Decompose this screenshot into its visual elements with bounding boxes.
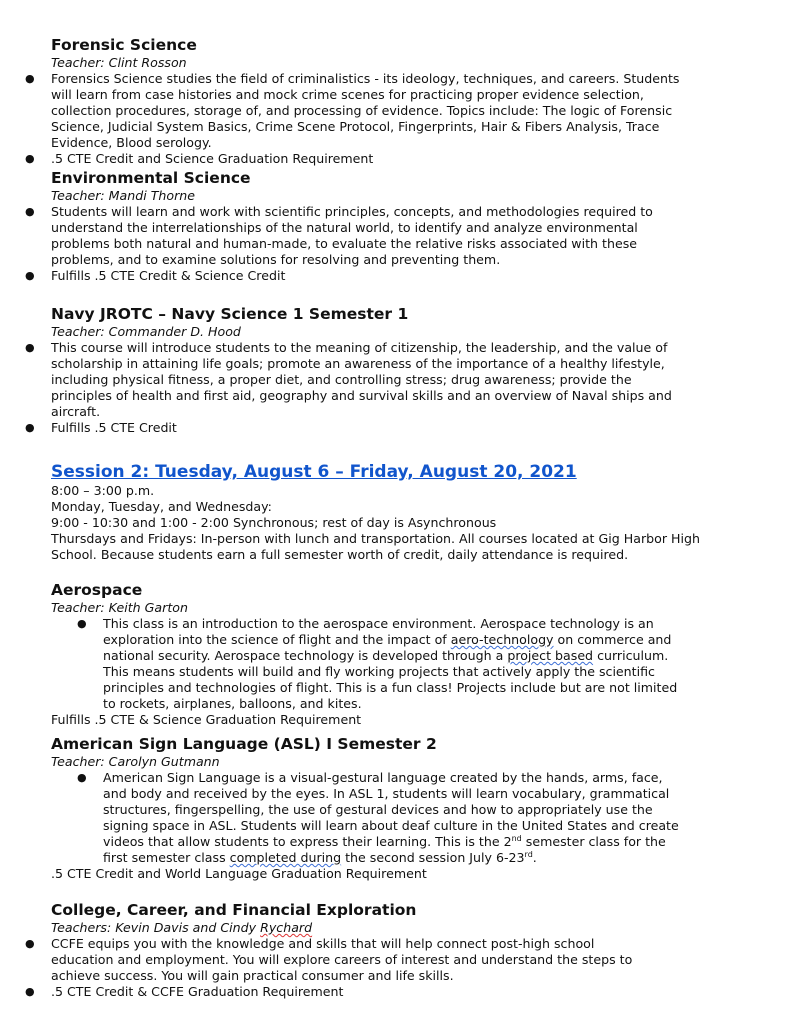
bullet-icon: ● (25, 421, 35, 434)
grammar-flag: completed during (229, 850, 342, 865)
course-title: Navy JROTC – Navy Science 1 Semester 1 (51, 305, 409, 323)
list-item (0, 71, 760, 151)
course-navy-jrotc (0, 304, 760, 436)
course-title: Aerospace (51, 581, 143, 599)
course-title: College, Career, and Financial Exploration (51, 901, 417, 919)
list-item (0, 268, 760, 284)
course-teacher: Teacher: Mandi Thorne (51, 188, 196, 203)
list-item (0, 151, 760, 167)
session-2-section (0, 461, 760, 563)
list-item (0, 936, 760, 984)
bullet-icon: ● (25, 152, 35, 165)
bullet-icon: ● (25, 205, 35, 218)
course-teacher: Teacher: Keith Garton (51, 600, 188, 615)
course-description: Students will learn and work with scientific principles, concepts, and methodologies required to understand the interrelationships of the natural world, to identify and analyze environmental problems both natural and human-made, to evaluate the relative risks associated with these problems, and to examine solutions for resolving and preventing them. (51, 204, 653, 267)
course-credit: .5 CTE Credit and Science Graduation Requirement (51, 151, 374, 166)
course-credit: .5 CTE Credit & CCFE Graduation Requirement (51, 984, 344, 999)
course-title: Environmental Science (51, 169, 251, 187)
session-hours: 8:00 – 3:00 p.m. (51, 483, 155, 498)
course-credit: Fulfills .5 CTE & Science Graduation Requirement (51, 712, 362, 727)
course-forensic-science (0, 35, 760, 167)
bullet-icon: ● (25, 341, 35, 354)
course-title: American Sign Language (ASL) I Semester 2 (51, 735, 437, 753)
list-item (0, 616, 760, 712)
bullet-icon: ● (25, 985, 35, 998)
session-schedule: 9:00 - 10:30 and 1:00 - 2:00 Synchronous; rest of day is Asynchronous (51, 515, 497, 530)
course-description: CCFE equips you with the knowledge and skills that will help connect post-high school education and employment. You will explore careers of interest and understand the steps to achieve success. You will gain practical consumer and life skills. (51, 936, 633, 983)
grammar-flag: aero-technology (450, 632, 554, 647)
course-description: This course will introduce students to the meaning of citizenship, the leadership, and the value of scholarship in attaining life goals; promote an awareness of the importance of a healthy lifestyle, including physical fitness, a proper diet, and controlling stress; drug awareness; provide the principles of health and first aid, geography and survival skills and an overview of Naval ships and aircraft. (51, 340, 672, 419)
course-credit: Fulfills .5 CTE Credit & Science Credit (51, 268, 286, 283)
list-item (0, 770, 760, 866)
course-teacher: Teacher: Commander D. Hood (51, 324, 241, 339)
grammar-flag: project based (507, 648, 594, 663)
bullet-icon: ● (25, 72, 35, 85)
course-title: Forensic Science (51, 36, 197, 54)
list-item (0, 340, 760, 420)
bullet-icon: ● (25, 269, 35, 282)
course-ccfe (0, 900, 760, 1000)
course-credit: .5 CTE Credit and World Language Graduation Requirement (51, 866, 427, 881)
course-credit: Fulfills .5 CTE Credit (51, 420, 177, 435)
course-teacher: Teacher: Carolyn Gutmann (51, 754, 220, 769)
course-teacher: Teachers: Kevin Davis and Cindy Rychard (51, 920, 313, 935)
session-heading[interactable]: Session 2: Tuesday, August 6 – Friday, August 20, 2021 (51, 462, 577, 482)
spelling-flag: Rychard (260, 920, 313, 935)
course-environmental-science (0, 168, 760, 284)
course-asl (0, 734, 760, 882)
list-item (0, 420, 760, 436)
course-description: American Sign Language is a visual-gestural language created by the hands, arms, face, and body and received by the eyes. In ASL 1, students will learn vocabulary, grammatical structures, fingerspelling, the use of gestural devices and how to appropriately use the signing space in ASL. Students will learn about deaf culture in the United States and create videos that allow students to express their learning. This is the 2nd semester class for the first semester class completed during the second session July 6-23rd. (103, 770, 679, 865)
course-teacher: Teacher: Clint Rosson (51, 55, 187, 70)
list-item (0, 984, 760, 1000)
bullet-icon: ● (77, 617, 87, 630)
list-item (0, 204, 760, 268)
course-description: This class is an introduction to the aerospace environment. Aerospace technology is an exploration into the science of flight and the impact of aero-technology on commerce and national security. Aerospace technology is developed through a project based curriculum. This means students will build and fly working projects that actively apply the scientific principles and technologies of flight. This is a fun class! Projects include but are not limited to rockets, airplanes, balloons, and kites. (103, 616, 678, 711)
session-note: Thursdays and Fridays: In-person with lunch and transportation. All courses located at Gig Harbor High School. Because students earn a full semester worth of credit, daily attendance is required. (51, 531, 700, 562)
bullet-icon: ● (77, 771, 87, 784)
session-days: Monday, Tuesday, and Wednesday: (51, 499, 272, 514)
course-aerospace (0, 580, 760, 728)
course-description: Forensics Science studies the field of criminalistics - its ideology, techniques, and careers. Students will learn from case histories and mock crime scenes for practicing proper evidence selection, collection procedures, storage of, and processing of evidence. Topics include: The logic of Forensic Science, Judicial System Basics, Crime Scene Protocol, Fingerprints, Hair & Fibers Analysis, Trace Evidence, Blood serology. (51, 71, 680, 150)
bullet-icon: ● (25, 937, 35, 950)
